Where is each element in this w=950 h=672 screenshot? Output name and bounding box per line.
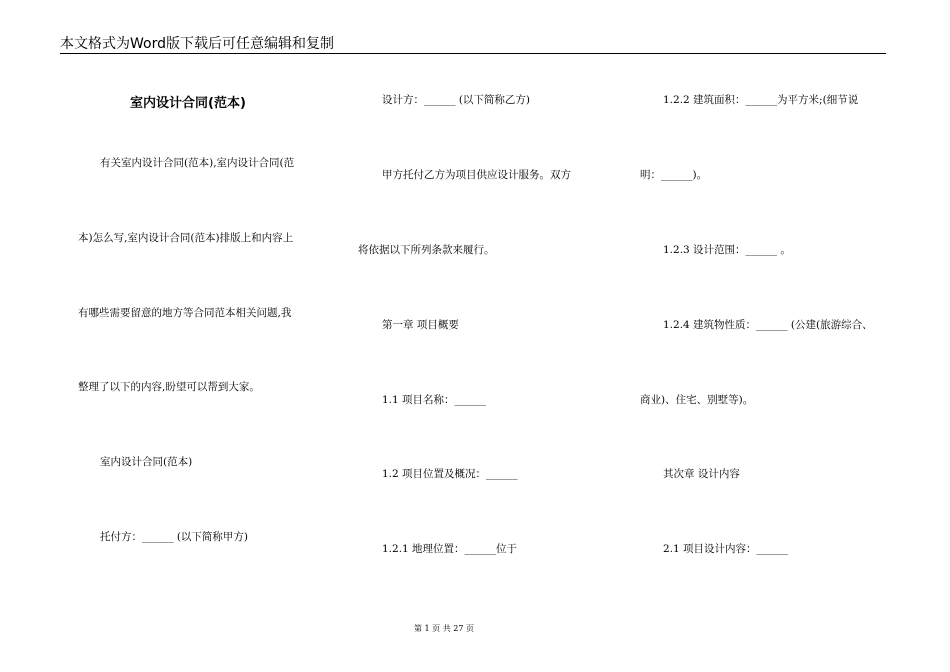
chapter-heading: 其次章 设计内容 [663, 468, 740, 480]
body-text-line: 将依据以下所列条款来履行。 [358, 244, 495, 256]
body-text-line: 整理了以下的内容,盼望可以帮到大家。 [78, 381, 260, 393]
body-text-line: 1.2.3 设计范围：______ 。 [663, 244, 791, 256]
body-text-line: 有关室内设计合同(范本),室内设计合同(范 [100, 157, 295, 169]
body-text-line: 1.2.4 建筑物性质：______ (公建(旅游综合、 [663, 319, 873, 331]
section-heading: 室内设计合同(范本) [100, 456, 193, 468]
body-text-line: 2.1 项目设计内容：______ [663, 543, 789, 555]
page-number: 第 1 页 共 27 页 [414, 624, 474, 633]
body-text-line: 商业)、住宅、别墅等)。 [640, 394, 754, 406]
body-text-line: 设计方：______ (以下简称乙方) [382, 94, 531, 106]
body-text-line: 1.2.2 建筑面积：______为平方米;(细节说 [663, 94, 859, 106]
document-title: 室内设计合同(范本) [130, 96, 246, 111]
header-divider [60, 53, 886, 54]
chapter-heading: 第一章 项目概要 [382, 319, 459, 331]
body-text-line: 托付方：______ (以下简称甲方) [100, 531, 249, 543]
document-header: 本文格式为Word版下载后可任意编辑和复制 [60, 36, 334, 52]
body-text-line: 甲方托付乙方为项目供应设计服务。双方 [382, 169, 571, 181]
body-text-line: 1.2.1 地理位置：______位于 [382, 543, 518, 555]
body-text-line: 明：______)。 [640, 169, 708, 181]
body-text-line: 1.2 项目位置及概况：______ [382, 468, 518, 480]
body-text-line: 1.1 项目名称：______ [382, 394, 487, 406]
body-text-line: 有哪些需要留意的地方等合同范本相关问题,我 [78, 307, 292, 319]
body-text-line: 本)怎么写,室内设计合同(范本)排版上和内容上 [78, 232, 294, 244]
